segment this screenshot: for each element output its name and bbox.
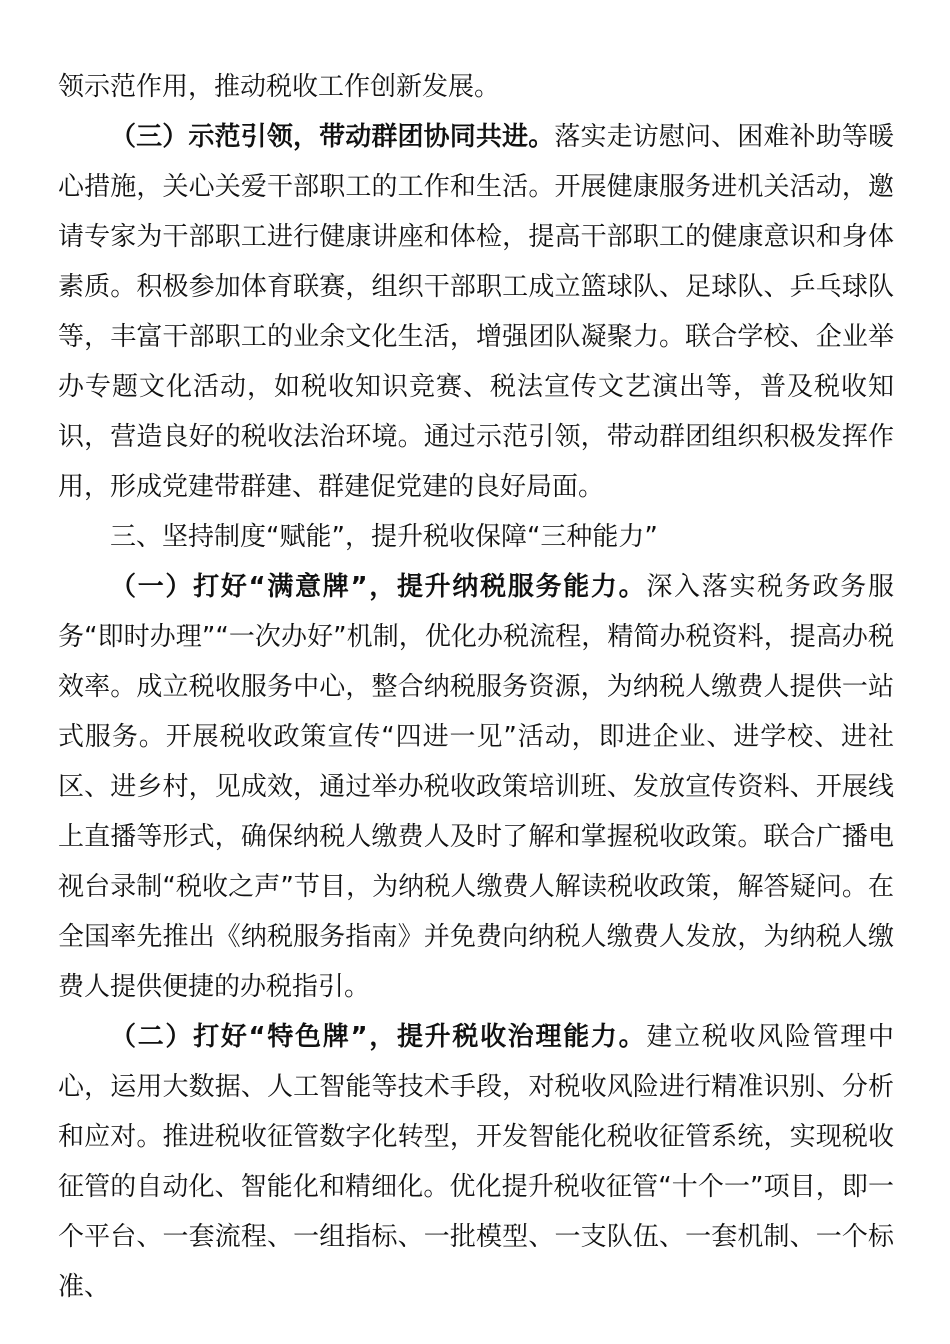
paragraph-subsection-1	[58, 562, 894, 1012]
paragraph-text: 落实走访慰问、困难补助等暖心措施，关心关爱干部职工的工作和生活。开展健康服务进机关活动，邀请专家为干部职工进行健康讲座和体检，提高干部职工的健康意识和身体素质。积极参加体育联赛，组织干部职工成立篮球队、足球队、乒乓球队等，丰富干部职工的业余文化生活，增强团队凝聚力。联合学校、企业举办专题文化活动，如税收知识竞赛、税法宣传文艺演出等，普及税收知识，营造良好的税收法治环境。通过示范引领，带动群团组织积极发挥作用，形成党建带群建、群建促党建的良好局面。	[58, 122, 894, 502]
paragraph-lead-heading: （三）示范引领，带动群团协同共进。	[110, 122, 555, 152]
paragraph-text: 深入落实税务政务服务“即时办理”“一次办好”机制，优化办税流程，精简办税资料，提高办税效率。成立税收服务中心，整合纳税服务资源，为纳税人缴费人提供一站式服务。开展税收政策宣传“四进一见”活动，即进企业、进学校、进社区、进乡村，见成效，通过举办税收政策培训班、发放宣传资料、开展线上直播等形式，确保纳税人缴费人及时了解和掌握税收政策。联合广播电视台录制“税收之声”节目，为纳税人缴费人解读税收政策，解答疑问。在全国率先推出《纳税服务指南》并免费向纳税人缴费人发放，为纳税人缴费人提供便捷的办税指引。	[58, 572, 894, 1002]
paragraph-section-3	[58, 112, 894, 512]
paragraph-lead-heading: （二）打好“特色牌”，提升税收治理能力。	[110, 1022, 647, 1052]
paragraph-text: 建立税收风险管理中心，运用大数据、人工智能等技术手段，对税收风险进行精准识别、分析和应对。推进税收征管数字化转型，开发智能化税收征管系统，实现税收征管的自动化、智能化和精细化。优化提升税收征管“十个一”项目，即一个平台、一套流程、一组指标、一批模型、一支队伍、一套机制、一个标准、	[58, 1022, 894, 1302]
paragraph-continuation	[58, 62, 894, 112]
document-page	[58, 62, 894, 1312]
paragraph-text: 领示范作用，推动税收工作创新发展。	[58, 72, 501, 102]
paragraph-subsection-2	[58, 1012, 894, 1312]
paragraph-lead-heading: （一）打好“满意牌”，提升纳税服务能力。	[110, 572, 647, 602]
section-heading-three	[58, 512, 894, 562]
heading-text: 三、坚持制度“赋能”，提升税收保障“三种能力”	[110, 522, 658, 552]
